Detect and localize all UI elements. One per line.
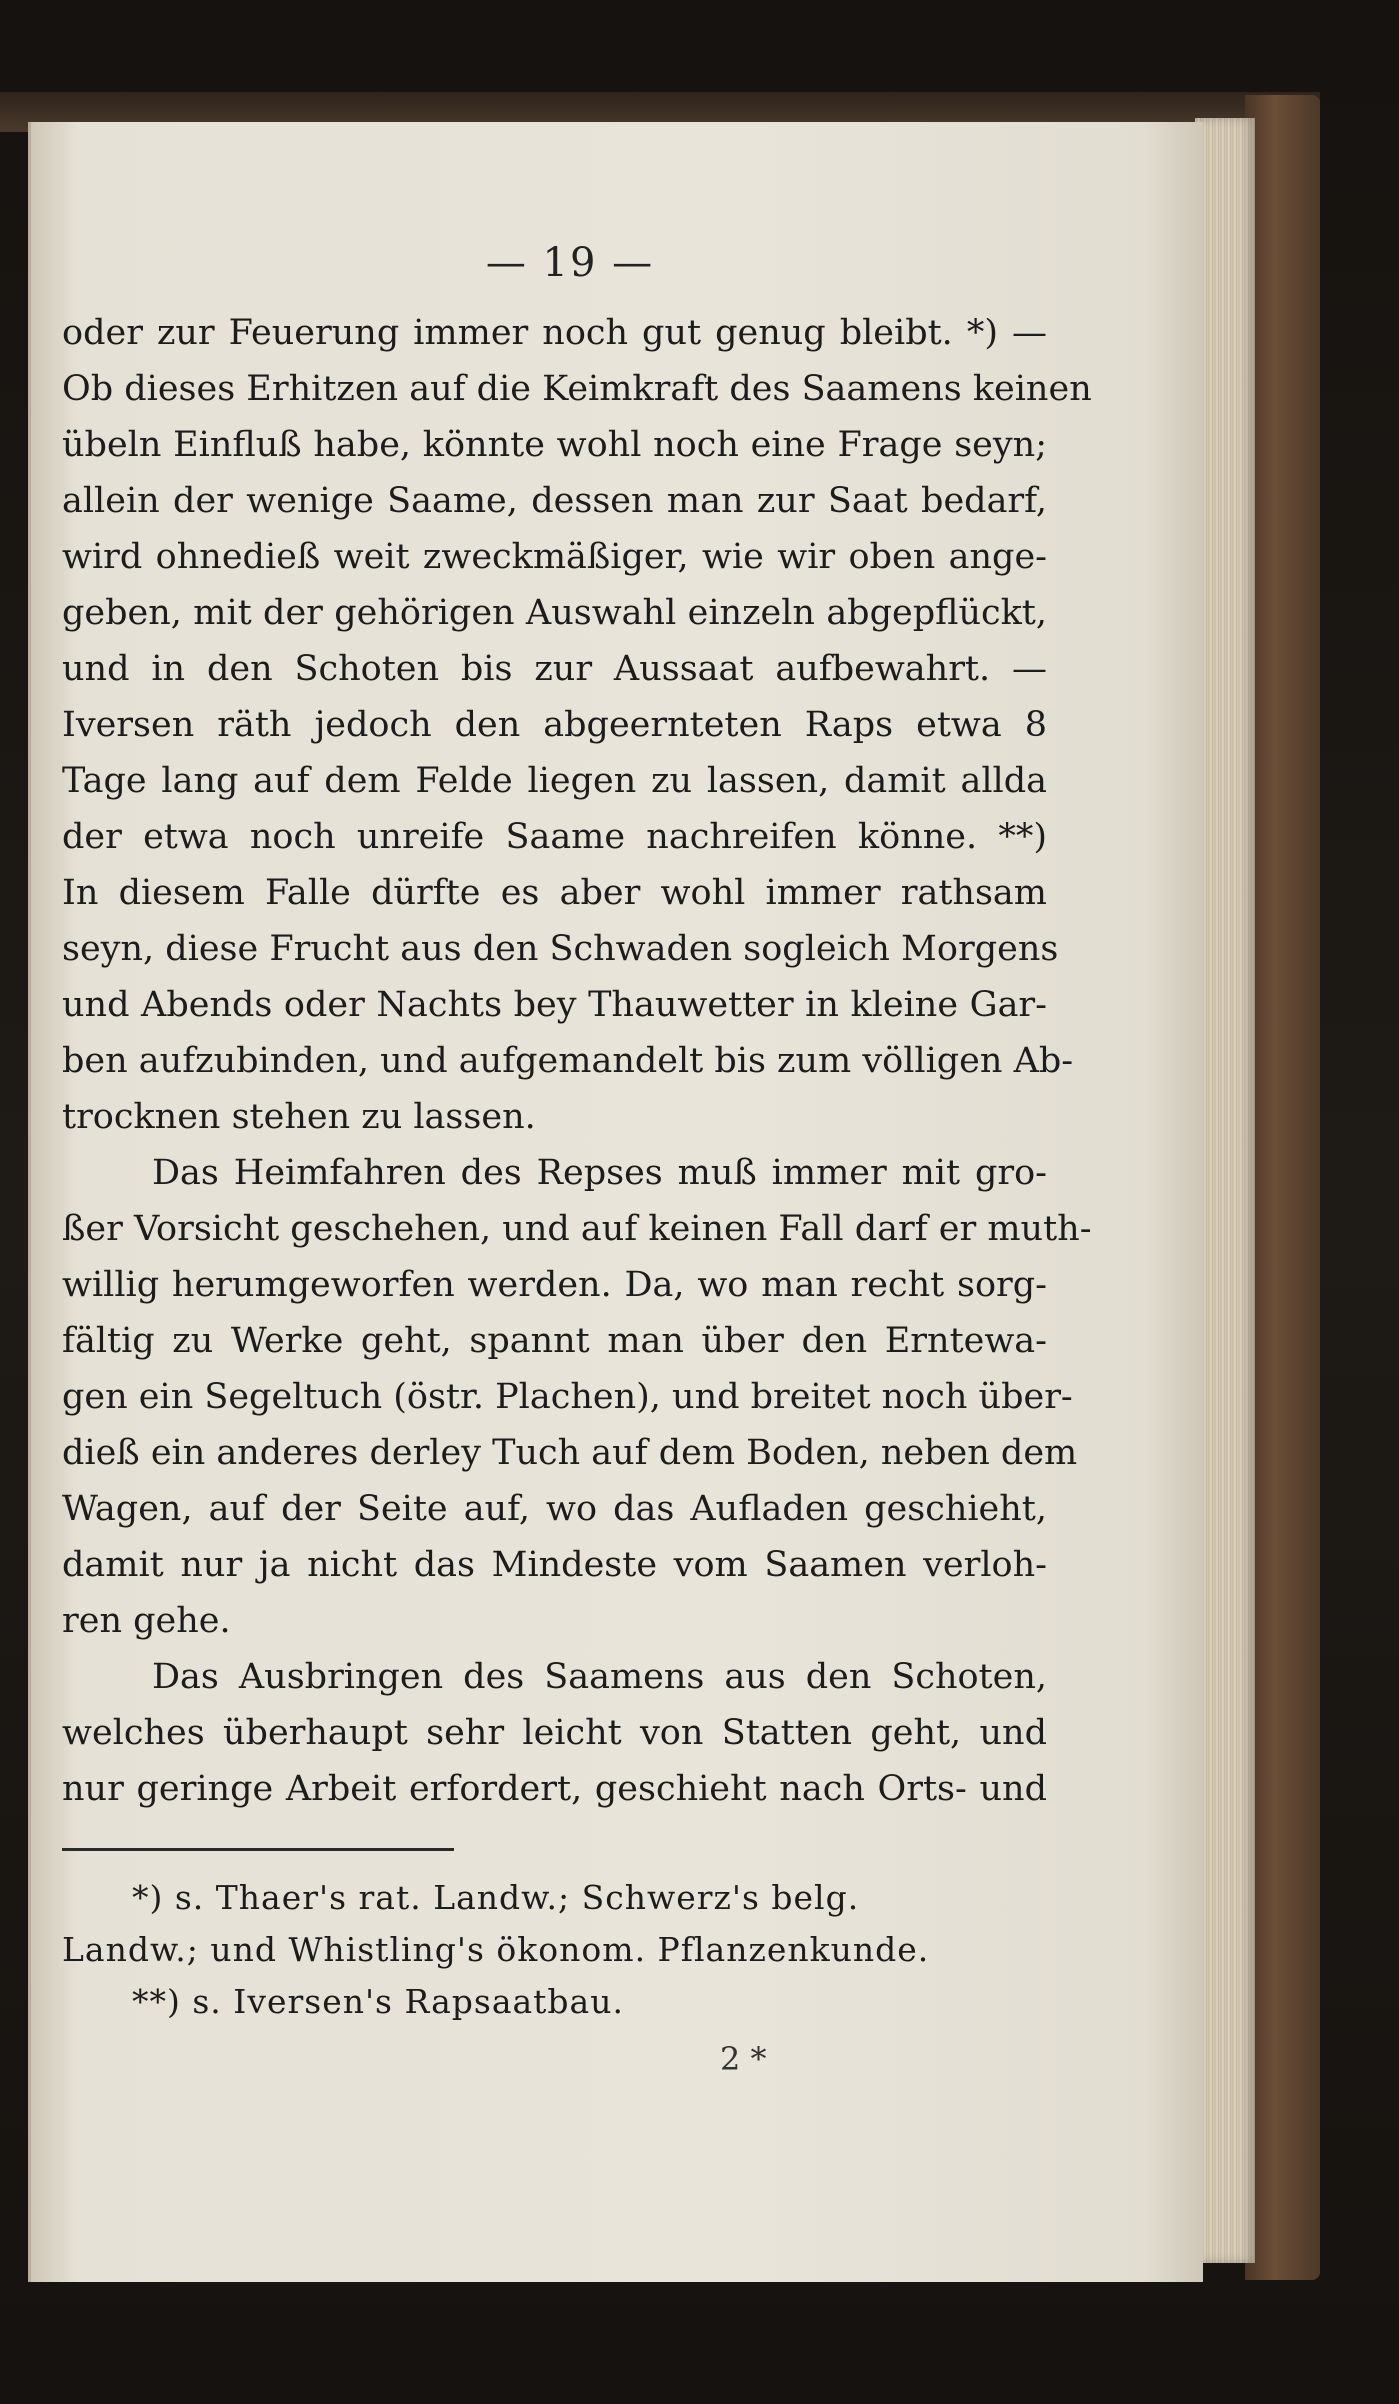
footnotes [62,1872,1047,2028]
text-line: und in den Schoten bis zur Aussaat aufbewahrt. — [62,649,1047,689]
text-line: fältig zu Werke geht, spannt man über den Erntewa- [62,1321,1047,1361]
text-line: willig herumgeworfen werden. Da, wo man recht sorg- [62,1265,1047,1305]
text-line: ßer Vorsicht geschehen, und auf keinen Fall darf er muth- [62,1209,1092,1249]
text-line: Das Heimfahren des Repses muß immer mit gro- [152,1153,1047,1193]
text-line: Tage lang auf dem Felde liegen zu lassen, damit allda [62,761,1047,801]
footnote-line: *) s. Thaer's rat. Landw.; Schwerz's belg. [132,1878,860,1917]
text-line: In diesem Falle dürfte es aber wohl immer rathsam [62,873,1047,913]
text-line: nur geringe Arbeit erfordert, geschieht nach Orts- und [62,1769,1047,1809]
page-number-header: — 19 — [485,240,655,286]
book-cover-edge [1245,95,1320,2280]
text-line: übeln Einfluß habe, könnte wohl noch eine Frage seyn; [62,425,1047,465]
text-line: welches überhaupt sehr leicht von Statten geht, und [62,1713,1047,1753]
text-line: allein der wenige Saame, dessen man zur Saat bedarf, [62,481,1047,521]
text-line: ben aufzubinden, und aufgemandelt bis zum völligen Ab- [62,1041,1074,1081]
text-line: der etwa noch unreife Saame nachreifen könne. **) [62,817,1047,857]
text-line: damit nur ja nicht das Mindeste vom Saamen verloh- [62,1545,1047,1585]
text-line: seyn, diese Frucht aus den Schwaden sogleich Morgens [62,929,1059,969]
text-line: gen ein Segeltuch (östr. Plachen), und breitet noch über- [62,1377,1073,1417]
text-line: wird ohnedieß weit zweckmäßiger, wie wir oben ange- [62,537,1047,577]
text-line: oder zur Feuerung immer noch gut genug bleibt. *) — [62,313,1047,353]
printer-signature-mark: 2 * [720,2040,767,2078]
text-line: dieß ein anderes derley Tuch auf dem Boden, neben dem [62,1433,1078,1473]
text-line: Iversen räth jedoch den abgeernteten Raps etwa 8 [62,705,1047,745]
text-line: Ob dieses Erhitzen auf die Keimkraft des Saamens keinen [62,369,1092,409]
text-line: trocknen stehen zu lassen. [62,1097,536,1137]
footnote-divider [62,1848,454,1851]
text-line: ren gehe. [62,1601,231,1641]
text-line: Wagen, auf der Seite auf, wo das Aufladen geschieht, [62,1489,1047,1529]
text-line: und Abends oder Nachts bey Thauwetter in kleine Gar- [62,985,1047,1025]
page-stack-edges [1195,118,1255,2263]
footnote-line: Landw.; und Whistling's ökonom. Pflanzenkunde. [62,1930,930,1969]
text-line: geben, mit der gehörigen Auswahl einzeln abgepflückt, [62,593,1047,633]
text-line: Das Ausbringen des Saamens aus den Schoten, [152,1657,1047,1697]
body-text [62,305,1092,1817]
footnote-line: **) s. Iversen's Rapsaatbau. [132,1982,624,2021]
